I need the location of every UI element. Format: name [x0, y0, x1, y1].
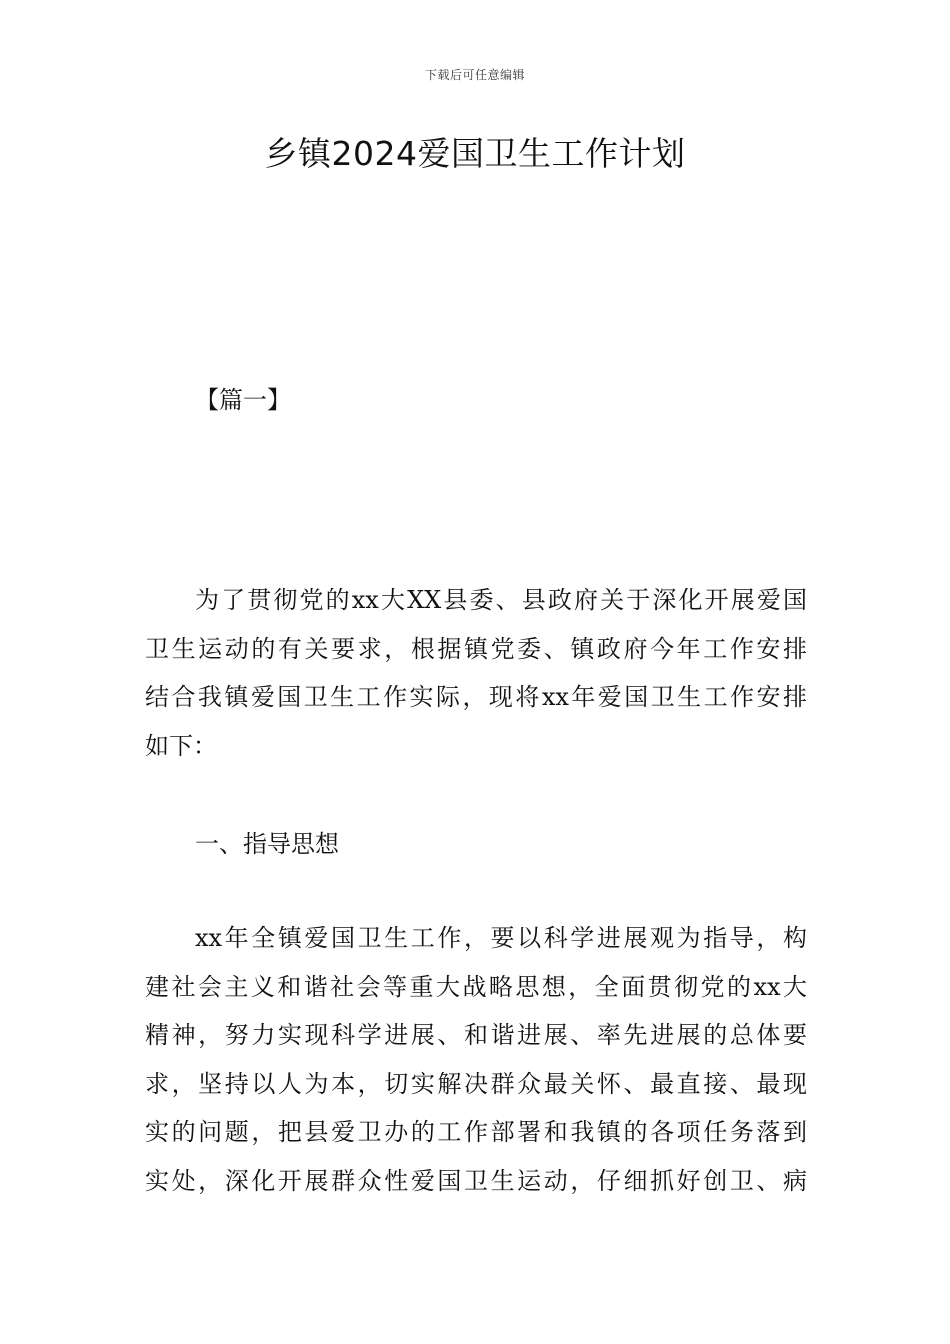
- paragraph-line: 建社会主义和谐社会等重大战略思想，全面贯彻党的xx大: [145, 972, 807, 1001]
- paragraph-line: 求，坚持以人为本，切实解决群众最关怀、最直接、最现: [145, 1069, 807, 1098]
- paragraph-line: 结合我镇爱国卫生工作实际，现将xx年爱国卫生工作安排: [145, 683, 807, 711]
- document-title: 乡镇2024爱国卫生工作计划: [264, 134, 686, 173]
- paragraph-line: 实的问题，把县爱卫办的工作部署和我镇的各项任务落到: [145, 1118, 807, 1146]
- paragraph-intro: [145, 576, 807, 770]
- paragraph-line: 精神，努力实现科学进展、和谐进展、率先进展的总体要: [145, 1021, 807, 1049]
- header-note: 下载后可任意编辑: [424, 68, 525, 82]
- paragraph-line: xx年全镇爱国卫生工作，要以科学进展观为指导，构: [195, 924, 807, 952]
- paragraph-line: 实处，深化开展群众性爱国卫生运动，仔细抓好创卫、病: [145, 1166, 807, 1195]
- section-heading-guiding-ideology: 一、指导思想: [195, 830, 339, 858]
- paragraph-line: 为了贯彻党的xx大XX县委、县政府关于深化开展爱国: [195, 586, 807, 614]
- paragraph-line: 卫生运动的有关要求，根据镇党委、镇政府今年工作安排: [145, 634, 807, 663]
- section-tag: 【篇一】: [195, 386, 291, 414]
- paragraph-guiding-ideology: [145, 914, 807, 1205]
- paragraph-line: 如下：: [145, 731, 217, 760]
